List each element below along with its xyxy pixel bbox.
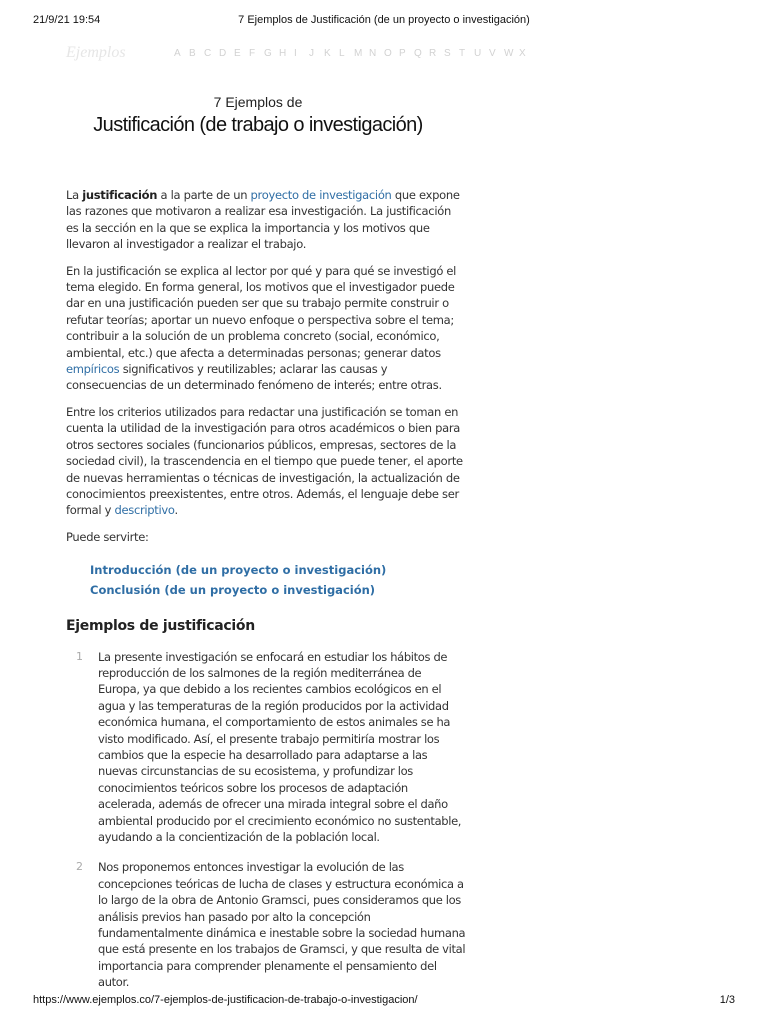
section-heading: Ejemplos de justificación: [66, 618, 255, 635]
alpha-link[interactable]: T: [459, 48, 466, 59]
page-title: Justificación (de trabajo o investigación): [93, 114, 423, 136]
text-run: a la parte de un: [157, 188, 251, 202]
alphabet-nav: [174, 48, 534, 59]
link-descriptivo[interactable]: descriptivo: [114, 503, 175, 518]
alpha-link[interactable]: J: [309, 48, 314, 59]
print-url[interactable]: https://www.ejemplos.co/7-ejemplos-de-justificacion-de-trabajo-o-investigacion/: [33, 994, 418, 1006]
alpha-link[interactable]: P: [399, 48, 406, 59]
alpha-link[interactable]: H: [279, 48, 287, 59]
intro-paragraph: [66, 187, 466, 253]
alpha-link[interactable]: G: [264, 48, 272, 59]
related-link-introduccion[interactable]: Introducción (de un proyecto o investigación): [90, 563, 387, 578]
list-number: 1: [76, 649, 83, 663]
list-item: [66, 859, 466, 990]
alpha-link[interactable]: O: [384, 48, 392, 59]
related-links: [90, 560, 466, 600]
examples-list: [66, 649, 466, 991]
alpha-link[interactable]: E: [234, 48, 241, 59]
alpha-link[interactable]: Q: [414, 48, 422, 59]
list-number: 2: [76, 860, 83, 874]
text-run: .: [174, 503, 178, 518]
alpha-link[interactable]: U: [474, 48, 482, 59]
example-text: Nos proponemos entonces investigar la evolución de las concepciones teóricas de lucha de clases y estructura económica a lo largo de la obra de Antonio Gramsci, pues consideramos que los análisis previos han pasado por alto la concepción fundamentalmente dinámica e inestable sobre la sociedad humana que está presente en los trabajos de Gramsci, y que resulta de vital importancia para comprender plenamente el pensamiento del autor.: [98, 860, 466, 990]
alpha-link[interactable]: L: [339, 48, 345, 59]
link-proyecto-investigacion[interactable]: proyecto de investigación: [250, 188, 392, 202]
print-header: [33, 14, 735, 30]
see-also-label: Puede servirte:: [66, 529, 149, 544]
alpha-link[interactable]: R: [429, 48, 437, 59]
alpha-link[interactable]: W: [504, 48, 514, 59]
alpha-link[interactable]: K: [324, 48, 331, 59]
page-number: 1/3: [719, 994, 735, 1006]
related-link-conclusion[interactable]: Conclusión (de un proyecto o investigación): [90, 583, 376, 598]
text-run: significativos y reutilizables; aclarar las causas y consecuencias de un determinado fenómeno de interés; entre otras.: [66, 362, 442, 393]
print-date: 21/9/21 19:54: [33, 14, 101, 26]
link-empiricos[interactable]: empíricos: [66, 362, 120, 377]
bold-term: justificación: [82, 188, 158, 202]
print-footer: [33, 994, 735, 1010]
alpha-link[interactable]: X: [519, 48, 526, 59]
article-body: [66, 187, 466, 1005]
text-run: La: [66, 188, 83, 202]
print-title: 7 Ejemplos de Justificación (de un proyecto o investigación): [238, 14, 530, 26]
alpha-link[interactable]: S: [444, 48, 451, 59]
text-run: En la justificación se explica al lector por qué y para qué se investigó el tema elegido. En forma general, los motivos que el investigador puede dar en una justificación pueden ser que su trabajo permite construir o refutar teorías; aportar un nuevo enfoque o perspectiva sobre el tema; contribuir a la solución de un problema concreto (social, económico, ambiental, etc.) que afecta a determinadas personas; generar datos: [66, 263, 457, 360]
site-logo[interactable]: Ejemplos: [66, 44, 126, 61]
alpha-link[interactable]: A: [174, 48, 181, 59]
example-text: La presente investigación se enfocará en estudiar los hábitos de reproducción de los salmones de la región mediterránea de Europa, ya que debido a los recientes cambios ecológicos en el agua y las temperaturas de la región producidos por la actividad económica humana, el comportamiento de estos animales se ha visto modificado. Así, el presente trabajo permitiría mostrar los cambios que la especie ha desarrollado para adaptarse a las nuevas circunstancias de su ecosistema, y profundizar los conocimientos teóricos sobre los procesos de adaptación acelerada, además de ofrecer una mirada integral sobre el daño ambiental producido por el crecimiento económico no sustentable, ayudando a la concientización de la población local.: [98, 649, 462, 844]
alpha-link[interactable]: B: [189, 48, 196, 59]
text-run: que expone las razones que motivaron a realizar esa investigación. La justificación es la sección en la que se explica la importancia y los motivos que llevaron al investigador a realizar el trabajo.: [66, 188, 460, 252]
alpha-link[interactable]: M: [354, 48, 363, 59]
motives-paragraph: [66, 263, 466, 394]
alpha-link[interactable]: I: [294, 48, 297, 59]
alpha-link[interactable]: C: [204, 48, 212, 59]
alpha-link[interactable]: D: [219, 48, 227, 59]
alpha-link[interactable]: F: [249, 48, 256, 59]
list-item: [66, 649, 466, 846]
title-kicker: 7 Ejemplos de: [213, 94, 303, 110]
alpha-link[interactable]: N: [369, 48, 377, 59]
alpha-link[interactable]: V: [489, 48, 496, 59]
text-run: Entre los criterios utilizados para redactar una justificación se toman en cuenta la utilidad de la investigación para otros académicos o bien para otros sectores sociales (funcionarios públicos, empresas, sectores de la sociedad civil), la trascendencia en el tiempo que puede tener, el aporte de nuevas herramientas o técnicas de investigación, la actualización de conocimientos preexistentes, entre otros. Además, el lenguaje debe ser formal y: [66, 404, 463, 518]
criteria-paragraph: [66, 404, 466, 519]
